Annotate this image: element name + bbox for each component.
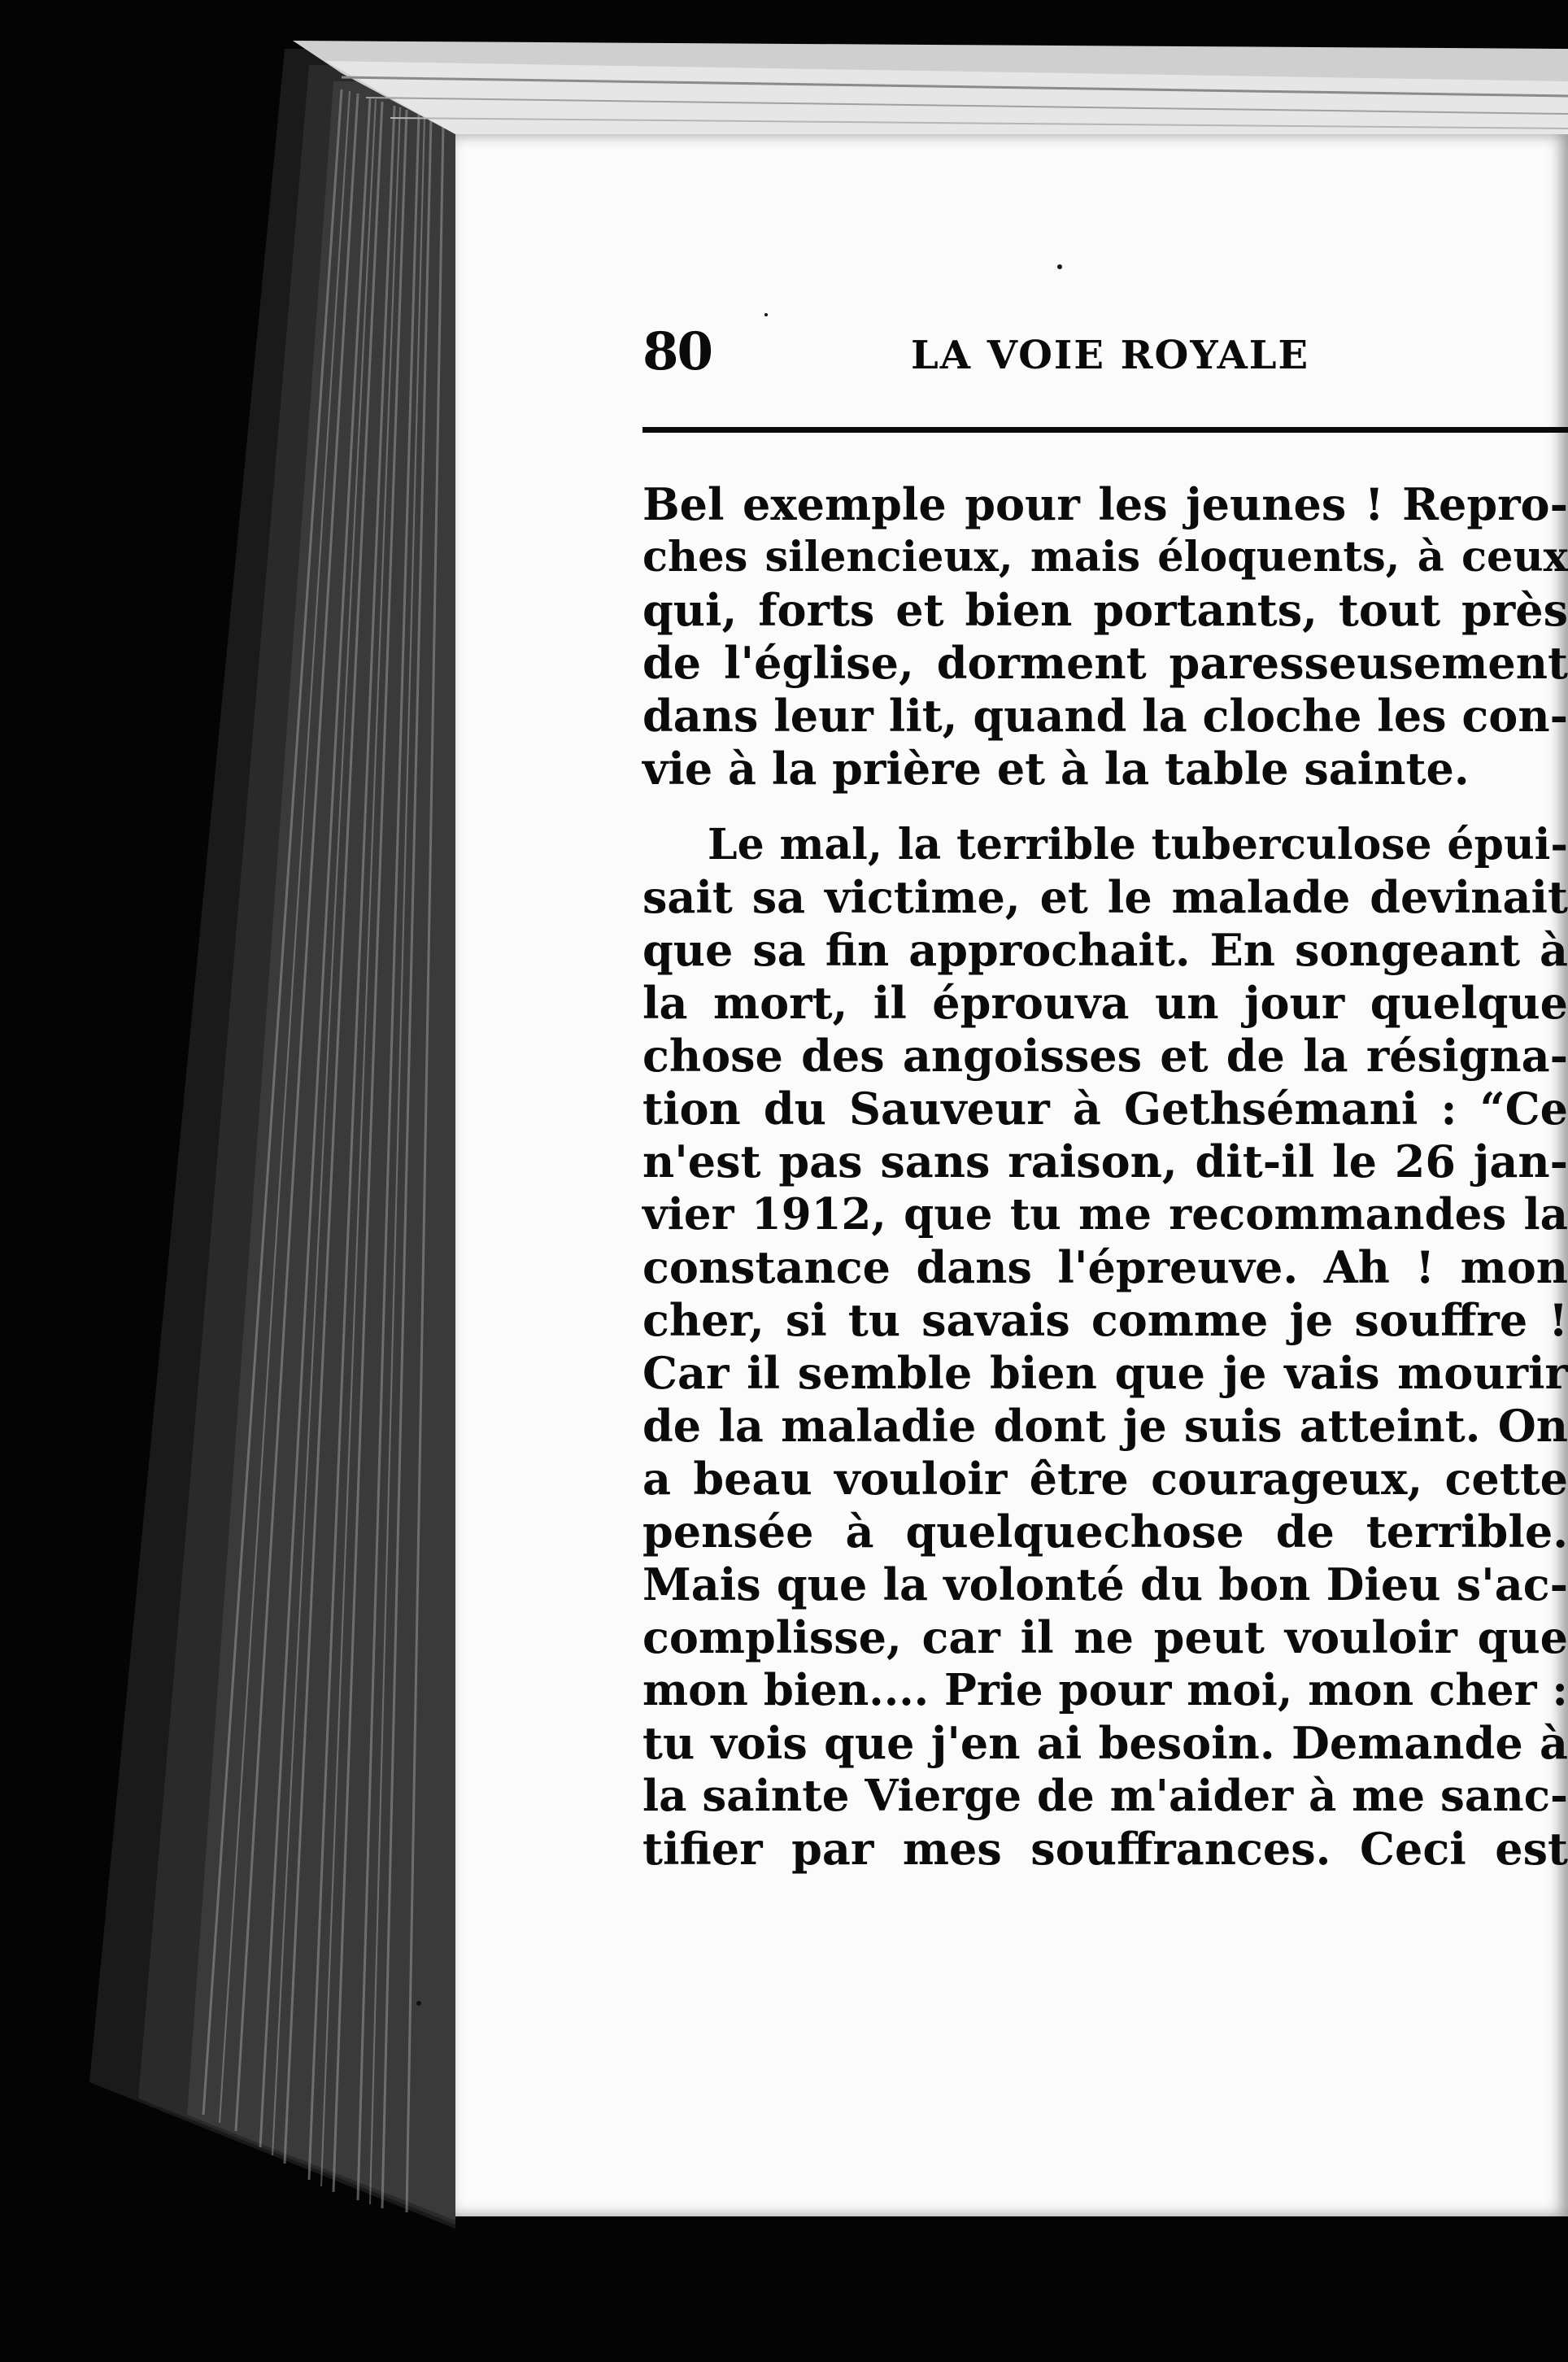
paragraph-1 bbox=[642, 478, 1568, 795]
text-line: de l'église, dorment paresseusement bbox=[642, 637, 1568, 689]
text-line: complisse, car il ne peut vouloir que bbox=[642, 1611, 1568, 1663]
text-line: tion du Sauveur à Gethsémani : “Ce bbox=[642, 1083, 1568, 1135]
text-line: tifier par mes souffrances. Ceci est bbox=[642, 1823, 1568, 1875]
paragraph-2 bbox=[642, 818, 1568, 1876]
text-line: tu vois que j'en ai besoin. Demande à bbox=[642, 1717, 1568, 1769]
text-line: de la maladie dont je suis atteint. On bbox=[642, 1400, 1568, 1452]
speck-mark bbox=[764, 313, 768, 316]
running-title: LA VOIE ROYALE bbox=[911, 333, 1310, 378]
text-line: qui, forts et bien portants, tout près bbox=[642, 584, 1568, 636]
text-line: vier 1912, que tu me recommandes la bbox=[642, 1189, 1568, 1240]
text-line: sait sa victime, et le malade devinait bbox=[642, 871, 1568, 923]
text-line: Car il semble bien que je vais mourir bbox=[642, 1347, 1568, 1399]
text-line: Mais que la volonté du bon Dieu s'ac- bbox=[642, 1558, 1568, 1610]
header-rule bbox=[642, 427, 1568, 433]
text-line: dans leur lit, quand la cloche les con- bbox=[642, 690, 1568, 742]
text-line: n'est pas sans raison, dit-il le 26 jan- bbox=[642, 1135, 1568, 1188]
text-line: a beau vouloir être courageux, cette bbox=[642, 1453, 1568, 1505]
text-line: la sainte Vierge de m'aider à me sanc- bbox=[642, 1771, 1568, 1821]
text-line: pensée à quelquechose de terrible. bbox=[642, 1506, 1568, 1558]
text-line: chose des angoisses et de la résigna- bbox=[642, 1030, 1568, 1082]
page-number: 80 bbox=[642, 321, 712, 382]
text-line: Bel exemple pour les jeunes ! Repro- bbox=[642, 478, 1568, 530]
text-line: cher, si tu savais comme je souffre ! bbox=[642, 1294, 1568, 1346]
text-line: la mort, il éprouva un jour quelque bbox=[642, 977, 1568, 1029]
page-header bbox=[642, 321, 1568, 403]
speck-mark bbox=[1057, 264, 1062, 269]
text-line: ches silencieux, mais éloquents, à ceux bbox=[642, 533, 1568, 582]
speck-mark bbox=[416, 2001, 421, 2006]
text-line: mon bien.... Prie pour moi, mon cher : bbox=[642, 1665, 1568, 1715]
paragraph-gap bbox=[642, 795, 1568, 818]
text-line: Le mal, la terrible tuberculose épui- bbox=[708, 820, 1568, 869]
text-line: que sa fin approchait. En songeant à bbox=[642, 924, 1568, 976]
body-text bbox=[642, 478, 1568, 1876]
text-line: constance dans l'épreuve. Ah ! mon bbox=[642, 1241, 1568, 1293]
text-line: vie à la prière et à la table sainte. bbox=[642, 743, 1470, 795]
